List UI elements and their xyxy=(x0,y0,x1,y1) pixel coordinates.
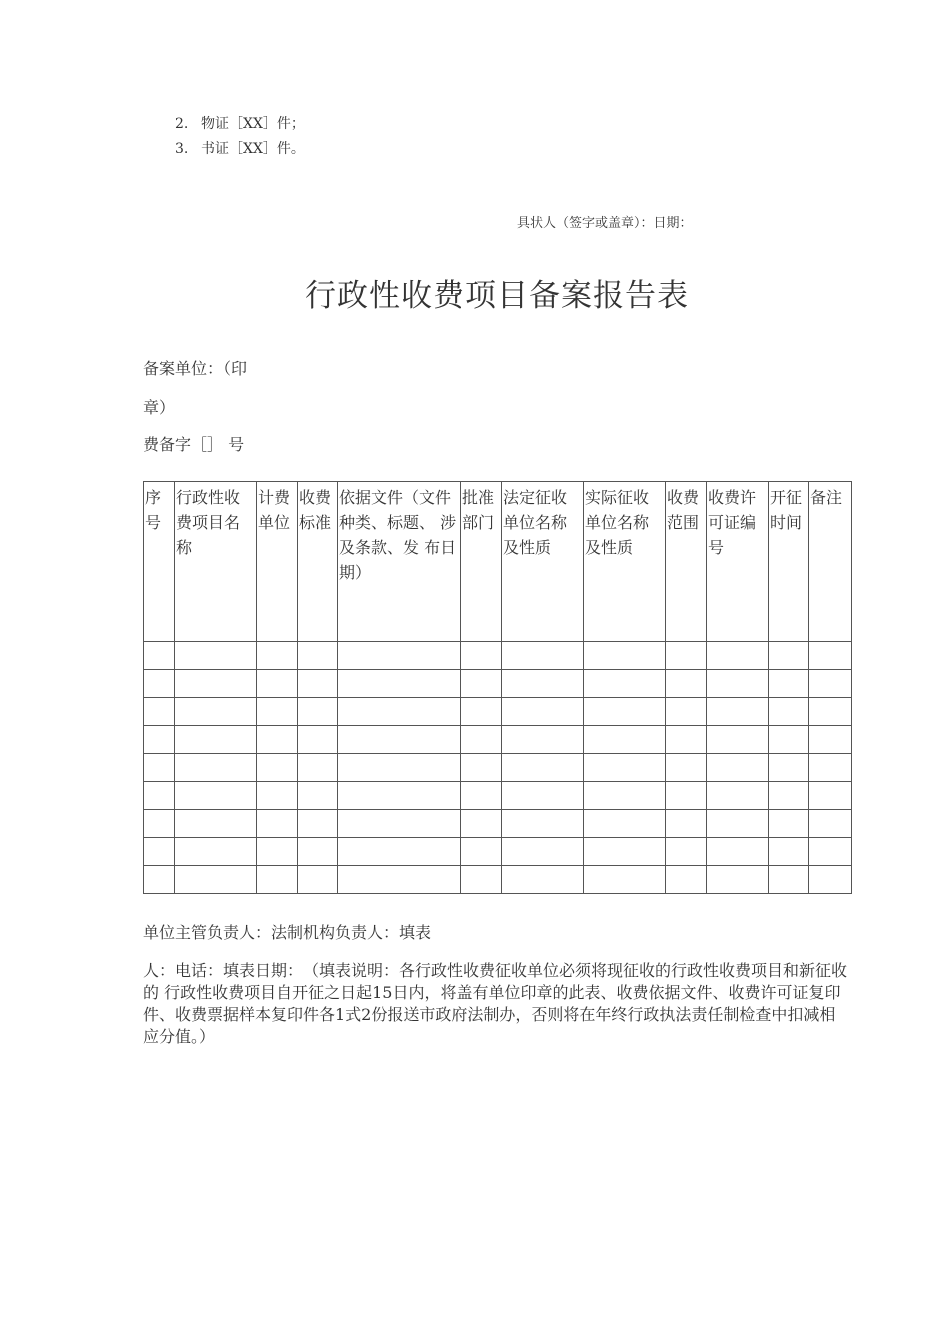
table-cell[interactable] xyxy=(257,754,298,782)
table-cell[interactable] xyxy=(144,698,175,726)
col-header-fee-standard: 收费标准 xyxy=(298,482,338,642)
table-cell[interactable] xyxy=(809,838,852,866)
table-cell[interactable] xyxy=(175,866,257,894)
table-row xyxy=(144,866,852,894)
table-cell[interactable] xyxy=(144,810,175,838)
table-cell[interactable] xyxy=(461,754,502,782)
table-cell[interactable] xyxy=(257,670,298,698)
table-cell[interactable] xyxy=(707,782,769,810)
table-cell[interactable] xyxy=(502,838,584,866)
signer-line: 具状人（签字或盖章）：日期： xyxy=(517,216,693,231)
col-header-seq: 序号 xyxy=(144,482,175,642)
table-cell[interactable] xyxy=(338,866,461,894)
table-cell[interactable] xyxy=(502,782,584,810)
table-cell[interactable] xyxy=(769,810,809,838)
evidence-item-3 xyxy=(175,138,305,158)
table-cell[interactable] xyxy=(338,810,461,838)
table-cell[interactable] xyxy=(666,642,707,670)
table-cell[interactable] xyxy=(769,754,809,782)
table-cell[interactable] xyxy=(502,810,584,838)
filing-unit-seal: 章） xyxy=(143,398,176,417)
table-cell[interactable] xyxy=(298,642,338,670)
table-cell[interactable] xyxy=(257,642,298,670)
table-cell[interactable] xyxy=(461,642,502,670)
table-cell[interactable] xyxy=(809,754,852,782)
table-row xyxy=(144,726,852,754)
table-cell[interactable] xyxy=(298,866,338,894)
table-cell[interactable] xyxy=(144,838,175,866)
table-cell[interactable] xyxy=(338,754,461,782)
table-row xyxy=(144,698,852,726)
table-cell[interactable] xyxy=(175,698,257,726)
table-cell[interactable] xyxy=(175,782,257,810)
table-cell[interactable] xyxy=(809,810,852,838)
table-cell[interactable] xyxy=(584,866,666,894)
table-cell[interactable] xyxy=(584,670,666,698)
table-cell[interactable] xyxy=(584,642,666,670)
table-cell[interactable] xyxy=(144,782,175,810)
table-cell[interactable] xyxy=(338,782,461,810)
table-cell[interactable] xyxy=(502,670,584,698)
table-cell[interactable] xyxy=(666,670,707,698)
table-cell[interactable] xyxy=(707,642,769,670)
table-cell[interactable] xyxy=(257,866,298,894)
table-cell[interactable] xyxy=(666,782,707,810)
footer-signatures: 单位主管负责人：法制机构负责人：填表 xyxy=(143,923,432,942)
table-cell[interactable] xyxy=(502,726,584,754)
table-cell[interactable] xyxy=(666,810,707,838)
table-cell[interactable] xyxy=(584,698,666,726)
evidence-item-number: 3. xyxy=(175,141,189,157)
table-cell[interactable] xyxy=(707,838,769,866)
table-cell[interactable] xyxy=(707,866,769,894)
table-cell[interactable] xyxy=(584,810,666,838)
table-cell[interactable] xyxy=(769,838,809,866)
table-cell[interactable] xyxy=(707,670,769,698)
table-cell[interactable] xyxy=(298,754,338,782)
table-cell[interactable] xyxy=(257,810,298,838)
table-row xyxy=(144,838,852,866)
table-cell[interactable] xyxy=(666,866,707,894)
table-cell[interactable] xyxy=(769,698,809,726)
table-cell[interactable] xyxy=(769,670,809,698)
table-cell[interactable] xyxy=(298,726,338,754)
filing-number: 费备字［］ 号 xyxy=(143,435,245,454)
table-cell[interactable] xyxy=(144,642,175,670)
table-cell[interactable] xyxy=(338,670,461,698)
table-cell[interactable] xyxy=(769,782,809,810)
table-cell[interactable] xyxy=(175,670,257,698)
table-cell[interactable] xyxy=(666,698,707,726)
col-header-legal-collector: 法定征收单位名称及性质 xyxy=(502,482,584,642)
table-cell[interactable] xyxy=(338,726,461,754)
table-cell[interactable] xyxy=(175,726,257,754)
evidence-item-text: 物证［XX］件； xyxy=(201,116,305,132)
table-cell[interactable] xyxy=(502,642,584,670)
table-cell[interactable] xyxy=(584,782,666,810)
col-header-basis-document: 依据文件（文件种类、标题、 涉及条款、发 布日期） xyxy=(338,482,461,642)
table-cell[interactable] xyxy=(707,698,769,726)
col-header-actual-collector: 实际征收单位名称及性质 xyxy=(584,482,666,642)
table-cell[interactable] xyxy=(809,698,852,726)
table-row xyxy=(144,782,852,810)
table-cell[interactable] xyxy=(175,754,257,782)
table-cell[interactable] xyxy=(809,726,852,754)
table-row xyxy=(144,670,852,698)
table-cell[interactable] xyxy=(298,698,338,726)
table-cell[interactable] xyxy=(257,782,298,810)
table-cell[interactable] xyxy=(809,782,852,810)
table-body xyxy=(144,642,852,894)
table-cell[interactable] xyxy=(144,670,175,698)
table-row xyxy=(144,642,852,670)
table-cell[interactable] xyxy=(502,754,584,782)
page-title: 行政性收费项目备案报告表 xyxy=(305,278,689,314)
table-cell[interactable] xyxy=(461,810,502,838)
col-header-item-name: 行政性收费项目名称 xyxy=(175,482,257,642)
table-cell[interactable] xyxy=(502,698,584,726)
table-cell[interactable] xyxy=(707,726,769,754)
table-row xyxy=(144,754,852,782)
table-cell[interactable] xyxy=(298,670,338,698)
table-cell[interactable] xyxy=(769,866,809,894)
col-header-approving-dept: 批准部门 xyxy=(461,482,502,642)
table-cell[interactable] xyxy=(257,838,298,866)
table-cell[interactable] xyxy=(707,754,769,782)
table-cell[interactable] xyxy=(666,726,707,754)
filing-table xyxy=(143,481,852,894)
table-cell[interactable] xyxy=(257,698,298,726)
footer-instructions: 人：电话：填表日期： （填表说明：各行政性收费征收单位必须将现征收的行政性收费项目和新征收的 行政性收费项目自开征之日起15日内，将盖有单位印章的此表、收费依据文件、收费许可证复印件、收费票据样本复印件各1式2份报送市政府法制办，否则将在年终行政执法责任制检查中扣减相应分值。） xyxy=(143,961,848,1046)
table-cell[interactable] xyxy=(461,726,502,754)
table-cell[interactable] xyxy=(338,838,461,866)
table-cell[interactable] xyxy=(809,642,852,670)
table-cell[interactable] xyxy=(144,754,175,782)
table-cell[interactable] xyxy=(809,670,852,698)
evidence-item-text: 书证［XX］件。 xyxy=(201,141,305,157)
table-cell[interactable] xyxy=(769,726,809,754)
table-cell[interactable] xyxy=(298,838,338,866)
table-cell[interactable] xyxy=(144,726,175,754)
table-cell[interactable] xyxy=(338,642,461,670)
table-cell[interactable] xyxy=(338,698,461,726)
table-cell[interactable] xyxy=(175,838,257,866)
col-header-remarks: 备注 xyxy=(809,482,852,642)
table-cell[interactable] xyxy=(502,866,584,894)
table-cell[interactable] xyxy=(461,782,502,810)
table-cell[interactable] xyxy=(461,698,502,726)
table-cell[interactable] xyxy=(298,810,338,838)
table-cell[interactable] xyxy=(461,866,502,894)
table-row xyxy=(144,810,852,838)
table-cell[interactable] xyxy=(461,670,502,698)
table-cell[interactable] xyxy=(298,782,338,810)
table-header-row xyxy=(144,482,852,642)
col-header-billing-unit: 计费单位 xyxy=(257,482,298,642)
evidence-item-number: 2. xyxy=(175,116,189,132)
table-cell[interactable] xyxy=(144,866,175,894)
table-cell[interactable] xyxy=(666,838,707,866)
filing-unit-label: 备案单位：（印 xyxy=(143,359,248,378)
table-cell[interactable] xyxy=(769,642,809,670)
table-cell[interactable] xyxy=(584,754,666,782)
evidence-item-2 xyxy=(175,113,305,133)
table-cell[interactable] xyxy=(584,838,666,866)
table-cell[interactable] xyxy=(666,754,707,782)
table-cell[interactable] xyxy=(461,838,502,866)
table-cell[interactable] xyxy=(584,726,666,754)
col-header-permit-number: 收费许可证编号 xyxy=(707,482,769,642)
table-cell[interactable] xyxy=(707,810,769,838)
table-cell[interactable] xyxy=(257,726,298,754)
col-header-start-date: 开征时间 xyxy=(769,482,809,642)
col-header-fee-scope: 收费范围 xyxy=(666,482,707,642)
table-cell[interactable] xyxy=(175,642,257,670)
table-cell[interactable] xyxy=(175,810,257,838)
table-cell[interactable] xyxy=(809,866,852,894)
